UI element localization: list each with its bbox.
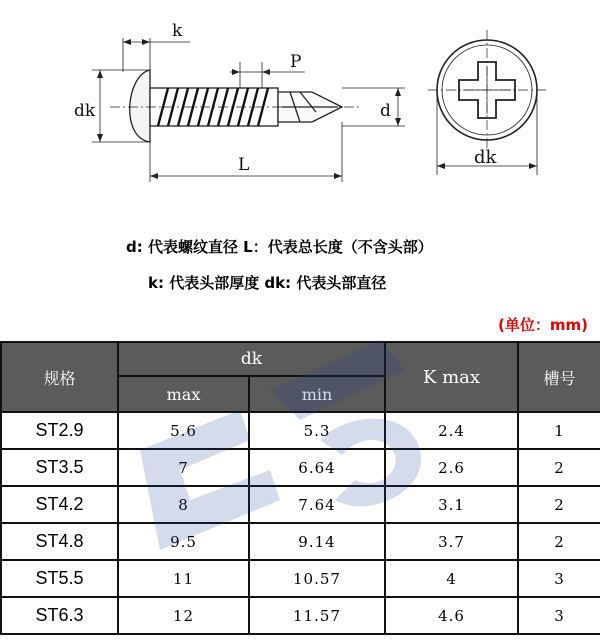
- cell-dk-min: 10.57: [249, 560, 385, 597]
- cell-spec: ST6.3: [1, 597, 118, 634]
- cell-slot: 1: [518, 412, 600, 449]
- table-row: [1, 412, 600, 449]
- table-row: [1, 486, 600, 523]
- cell-spec: ST4.8: [1, 523, 118, 560]
- label-dk-side: dk: [74, 101, 96, 121]
- cell-dk-max: 9.5: [118, 523, 249, 560]
- label-l: L: [238, 155, 250, 175]
- spec-table: [0, 341, 600, 635]
- cell-spec: ST2.9: [1, 412, 118, 449]
- label-d: d: [380, 101, 391, 121]
- table-row: [1, 560, 600, 597]
- cell-spec: ST4.2: [1, 486, 118, 523]
- cell-slot: 2: [518, 449, 600, 486]
- cell-dk-max: 12: [118, 597, 249, 634]
- cell-dk-max: 8: [118, 486, 249, 523]
- cell-dk-max: 11: [118, 560, 249, 597]
- header-dk: dk: [118, 342, 385, 376]
- legend-line-1: d: 代表螺纹直径 L：代表总长度（不含头部）: [126, 238, 433, 256]
- cell-dk-min: 9.14: [249, 523, 385, 560]
- table-row: [1, 449, 600, 486]
- cell-spec: ST5.5: [1, 560, 118, 597]
- legend-line-2: k: 代表头部厚度 dk: 代表头部直径: [148, 274, 387, 292]
- cell-slot: 3: [518, 560, 600, 597]
- unit-note: (单位：mm): [498, 316, 588, 334]
- cell-k-max: 2.4: [385, 412, 518, 449]
- cell-slot: 2: [518, 523, 600, 560]
- cell-dk-max: 7: [118, 449, 249, 486]
- cell-dk-min: 11.57: [249, 597, 385, 634]
- cell-dk-min: 6.64: [249, 449, 385, 486]
- cell-dk-min: 5.3: [249, 412, 385, 449]
- label-dk-head: dk: [474, 147, 497, 168]
- cell-k-max: 3.7: [385, 523, 518, 560]
- header-spec: 规格: [1, 342, 118, 412]
- header-dk-max: max: [118, 376, 249, 412]
- cell-slot: 3: [518, 597, 600, 634]
- cell-dk-min: 7.64: [249, 486, 385, 523]
- cell-k-max: 4: [385, 560, 518, 597]
- label-p: P: [290, 52, 302, 72]
- table-row: [1, 523, 600, 560]
- cell-k-max: 2.6: [385, 449, 518, 486]
- header-slot: 槽号: [518, 342, 600, 412]
- header-k-max: K max: [385, 342, 518, 412]
- table-row: [1, 597, 600, 634]
- header-dk-min: min: [249, 376, 385, 412]
- label-k: k: [172, 21, 183, 41]
- cell-dk-max: 5.6: [118, 412, 249, 449]
- screw-head-side: [130, 70, 150, 142]
- screw-drawing: [0, 0, 600, 225]
- cell-k-max: 4.6: [385, 597, 518, 634]
- cell-k-max: 3.1: [385, 486, 518, 523]
- cell-spec: ST3.5: [1, 449, 118, 486]
- cell-slot: 2: [518, 486, 600, 523]
